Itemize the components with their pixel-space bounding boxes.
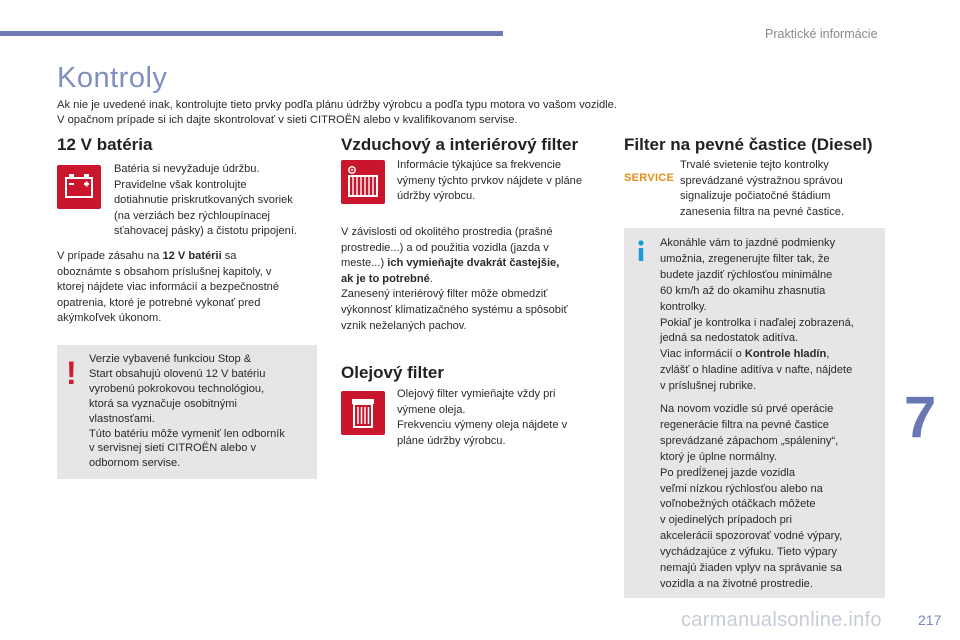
text-line: akcelerácii spozorovať vodné výpary, bbox=[660, 530, 843, 543]
battery-description bbox=[114, 162, 297, 240]
text-line: akýmkoľvek úkonom. bbox=[57, 312, 162, 325]
text-line: sťahovacej pásky) a čistotu pripojení. bbox=[114, 225, 297, 238]
text-line: sprevádzané výstražnou správou bbox=[680, 174, 843, 187]
intro-text bbox=[57, 98, 757, 128]
text-line: Informácie týkajúce sa frekvencie bbox=[397, 159, 562, 171]
text-fragment: meste...) bbox=[341, 257, 388, 270]
text-line: regenerácie filtra na pevné častice bbox=[660, 418, 829, 431]
text-line: v ojedinelých prípadoch pri bbox=[660, 514, 792, 527]
service-warning-icon bbox=[624, 160, 675, 202]
chapter-number: 7 bbox=[904, 385, 937, 450]
text-line: voľnobežných otáčkach môžete bbox=[660, 498, 816, 511]
text-fragment: V prípade zásahu na bbox=[57, 250, 163, 262]
battery-heading: 12 V batéria bbox=[57, 135, 153, 154]
text-line: výmene oleja. bbox=[397, 403, 466, 416]
text-line: budete jazdiť rýchlosťou minimálne bbox=[660, 268, 833, 281]
text-fragment: sa bbox=[221, 250, 237, 262]
watermark: carmanualsonline.info bbox=[681, 609, 882, 631]
text-line: V závislosti od okolitého prostredia (prašné bbox=[341, 226, 553, 238]
warning-icon: ! bbox=[66, 355, 77, 391]
text-line: Túto batériu môže vymeniť len odborník bbox=[89, 427, 285, 440]
text-fragment: . bbox=[429, 272, 433, 285]
section-label: Praktické informácie bbox=[765, 27, 878, 41]
text-line: Pravidelne však kontrolujte bbox=[114, 178, 247, 191]
text-line: Start obsahujú olovenú 12 V batériu bbox=[89, 367, 266, 380]
text-line: vlastnosťami. bbox=[89, 412, 155, 425]
bold-text: ich vymieňajte dvakrát častejšie, bbox=[387, 257, 560, 270]
page-title: Kontroly bbox=[57, 62, 168, 94]
oil-filter-heading: Olejový filter bbox=[341, 363, 444, 382]
air-filter-paragraph bbox=[341, 225, 568, 334]
oil-filter-icon bbox=[341, 391, 385, 435]
text-line: Verzie vybavené funkciou Stop & bbox=[89, 353, 252, 365]
text-line: Po predĺženej jazde vozidla bbox=[660, 466, 796, 479]
text-line: dotiahnutie priskrutkovaných svoriek bbox=[114, 194, 293, 207]
service-label: SERVICE bbox=[624, 172, 675, 184]
text-line bbox=[341, 256, 568, 272]
air-filter-icon bbox=[341, 160, 385, 204]
text-line: kontrolky. bbox=[660, 300, 707, 313]
particle-filter-heading: Filter na pevné častice (Diesel) bbox=[624, 135, 873, 154]
text-fragment: Viac informácií o bbox=[660, 348, 745, 361]
battery-icon bbox=[57, 165, 101, 209]
air-filter-description bbox=[397, 158, 582, 205]
text-line: opatrenia, ktoré je potrebné vykonať pred bbox=[57, 296, 261, 309]
bold-text: Kontrole hladín bbox=[744, 348, 827, 361]
particle-filter-description bbox=[680, 158, 844, 220]
text-line: Akonáhle vám to jazdné podmienky bbox=[660, 237, 836, 249]
text-line: Pokiaľ je kontrolka i naďalej zobrazená, bbox=[660, 316, 854, 329]
intro-line: V opačnom prípade si ich dajte skontrolovať v sieti CITROËN alebo v kvalifikovanom servise. bbox=[57, 114, 518, 126]
text-line: jedná sa nedostatok aditíva. bbox=[660, 332, 799, 345]
text-line: ktorý je úplne normálny. bbox=[660, 450, 777, 463]
info-text-2 bbox=[660, 402, 842, 593]
text-line: zvlášť o hladine aditíva v nafte, nájdete bbox=[660, 364, 853, 377]
text-line: zanesenia filtra na pevné častice. bbox=[680, 205, 845, 218]
text-line: odbornom servise. bbox=[89, 457, 181, 470]
bold-text: ak je to potrebné bbox=[341, 272, 430, 285]
info-text bbox=[660, 236, 854, 395]
text-line: Na novom vozidle sú prvé operácie bbox=[660, 403, 834, 415]
text-line: Zanesený interiérový filter môže obmedziť bbox=[341, 288, 548, 301]
text-line: Frekvenciu výmeny oleja nájdete v bbox=[397, 419, 568, 432]
text-line: výkonnosť klimatizačného systému a spôsobiť bbox=[341, 303, 568, 316]
text-line: veľmi nízkou rýchlosťou alebo na bbox=[660, 482, 823, 495]
bold-text: 12 V batérii bbox=[162, 250, 222, 262]
oil-filter-description bbox=[397, 387, 567, 449]
air-filter-heading: Vzduchový a interiérový filter bbox=[341, 135, 579, 154]
text-line: ktorej nájdete viac informácií a bezpečnostné bbox=[57, 281, 279, 294]
text-line: v servisnej sieti CITROËN alebo v bbox=[89, 442, 257, 455]
text-line: (na verziách bez rýchloupínacej bbox=[114, 209, 271, 222]
text-line: údržby výrobcu. bbox=[397, 190, 476, 203]
text-line: prostredie...) a od použitia vozidla (jazda v bbox=[341, 241, 549, 254]
text-line: umožnia, zregenerujte filter tak, že bbox=[660, 252, 830, 265]
text-line: nemajú žiaden vplyv na správanie sa bbox=[660, 562, 842, 575]
text-line: Batéria si nevyžaduje údržbu. bbox=[114, 163, 260, 175]
text-line: vozidla a na životné prostredie. bbox=[660, 577, 813, 590]
page-number: 217 bbox=[918, 612, 942, 628]
text-line: 60 km/h až do okamihu zhasnutia bbox=[660, 284, 826, 297]
text-line: pláne údržby výrobcu. bbox=[397, 434, 506, 447]
battery-paragraph bbox=[57, 249, 279, 327]
info-icon bbox=[633, 239, 649, 263]
text-line: oboznámte s obsahom príslušnej kapitoly, v bbox=[57, 265, 272, 278]
warning-text bbox=[89, 352, 285, 471]
text-fragment: , bbox=[826, 348, 830, 361]
text-line: Olejový filter vymieňajte vždy pri bbox=[397, 388, 556, 400]
text-line: v príslušnej rubrike. bbox=[660, 380, 757, 393]
text-line bbox=[341, 272, 568, 288]
intro-line: Ak nie je uvedené inak, kontrolujte tieto prvky podľa plánu údržby výrobcu a podľa typu motora vo vašom vozidle. bbox=[57, 99, 617, 111]
text-line: výmeny týchto prvkov nájdete v pláne bbox=[397, 174, 582, 187]
text-line: ktorá sa vyznačuje osobitnými bbox=[89, 397, 237, 410]
text-line: signalizuje počiatočné štádium bbox=[680, 190, 831, 203]
text-line: sprevádzané zápachom „spáleniny“, bbox=[660, 434, 839, 447]
text-line: vychádzajúce z výfuku. Tieto výpary bbox=[660, 546, 837, 559]
text-line: vyrobenú pokrokovou technológiou, bbox=[89, 382, 265, 395]
text-line bbox=[660, 347, 854, 363]
text-line: vznik neželaných pachov. bbox=[341, 319, 467, 332]
header-bar bbox=[0, 31, 503, 36]
text-line bbox=[57, 249, 279, 265]
text-line: Trvalé svietenie tejto kontrolky bbox=[680, 159, 829, 171]
